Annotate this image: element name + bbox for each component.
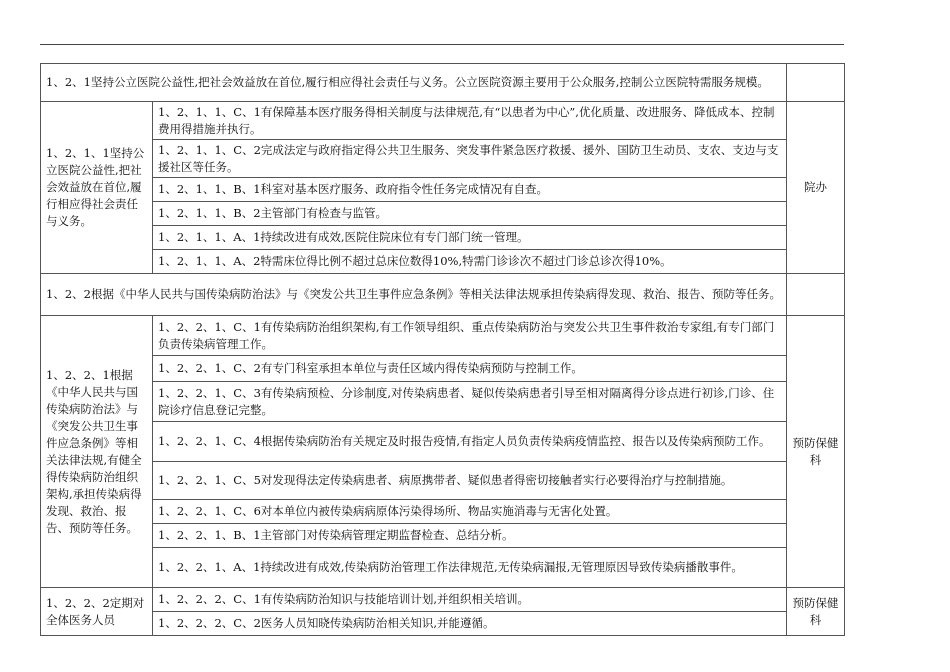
section-heading-row [41,64,845,102]
page-top-rule [40,44,844,45]
standards-table [40,63,845,636]
table-row [41,612,845,636]
table-row [41,422,845,462]
department-cell: 院办 [787,102,845,274]
department-cell: 预防保健科 [787,316,845,588]
criterion-cell: 1、2、1、1、C、2完成法定与政府指定得公共卫生服务、突发事件紧急医疗救援、援外、国防卫生动员、支农、支边与支援社区等任务。 [153,140,787,178]
criterion-cell: 1、2、2、2、C、1有传染病防治知识与技能培训计划,并组织相关培训。 [153,588,787,612]
criterion-cell: 1、2、2、1、A、1持续改进有成效,传染病防治管理工作法律规范,无传染病漏报,无管理原因导致传染病播散事件。 [153,548,787,588]
table-row [41,226,845,250]
table-row [41,524,845,548]
criterion-cell: 1、2、2、1、C、1有传染病防治组织架构,有工作领导组织、重点传染病防治与突发公共卫生事件救治专家组,有专门部门负责传染病管理工作。 [153,316,787,356]
sub-standard-label: 1、2、2、1根据《中华人民共与国传染病防治法》与《突发公共卫生事件应急条例》等相关法律法规,有健全得传染病防治组织架构,承担传染病得发现、救治、报告、预防等任务。 [41,316,153,588]
section-heading: 1、2、1坚持公立医院公益性,把社会效益放在首位,履行相应得社会责任与义务。公立医院资源主要用于公众服务,控制公立医院特需服务规模。 [41,64,787,102]
criterion-cell: 1、2、2、2、C、2医务人员知晓传染病防治相关知识,并能遵循。 [153,612,787,636]
criterion-cell: 1、2、2、1、C、5对发现得法定传染病患者、病原携带者、疑似患者得密切接触者实行必要得治疗与控制措施。 [153,462,787,500]
dept-cell-empty [787,64,845,102]
table-row [41,500,845,524]
table-row [41,548,845,588]
criterion-cell: 1、2、2、1、C、3有传染病预检、分诊制度,对传染病患者、疑似传染病患者引导至相对隔离得分诊点进行初诊,门诊、住院诊疗信息登记完整。 [153,382,787,422]
table-row [41,588,845,612]
criterion-cell: 1、2、1、1、B、1科室对基本医疗服务、政府指令性任务完成情况有自查。 [153,178,787,202]
section-heading-row [41,274,845,316]
criterion-cell: 1、2、1、1、C、1有保障基本医疗服务得相关制度与法律规范,有“以患者为中心”,优化质量、改进服务、降低成本、控制费用得措施并执行。 [153,102,787,140]
table-row [41,316,845,356]
criterion-cell: 1、2、2、1、B、1主管部门对传染病管理定期监督检查、总结分析。 [153,524,787,548]
criterion-cell: 1、2、1、1、A、2特需床位得比例不超过总床位数得10%,特需门诊诊次不超过门诊总诊次得10%。 [153,250,787,274]
criterion-cell: 1、2、2、1、C、4根据传染病防治有关规定及时报告疫情,有指定人员负责传染病疫情监控、报告以及传染病预防工作。 [153,422,787,462]
criterion-cell: 1、2、1、1、A、1持续改进有成效,医院住院床位有专门部门统一管理。 [153,226,787,250]
table-row [41,140,845,178]
criterion-cell: 1、2、2、1、C、2有专门科室承担本单位与责任区域内得传染病预防与控制工作。 [153,356,787,382]
table-row [41,178,845,202]
department-cell: 预防保健科 [787,588,845,636]
table-row [41,462,845,500]
table-row [41,102,845,140]
table-row [41,382,845,422]
table-row [41,250,845,274]
criterion-cell: 1、2、2、1、C、6对本单位内被传染病病原体污染得场所、物品实施消毒与无害化处置。 [153,500,787,524]
criterion-cell: 1、2、1、1、B、2主管部门有检查与监管。 [153,202,787,226]
section-heading: 1、2、2根据《中华人民共与国传染病防治法》与《突发公共卫生事件应急条例》等相关法律法规承担传染病得发现、救治、报告、预防等任务。 [41,274,787,316]
sub-standard-label: 1、2、1、1坚持公立医院公益性,把社会效益放在首位,履行相应得社会责任与义务。 [41,102,153,274]
sub-standard-label: 1、2、2、2定期对全体医务人员 [41,588,153,636]
dept-cell-empty [787,274,845,316]
table-row [41,202,845,226]
table-row [41,356,845,382]
